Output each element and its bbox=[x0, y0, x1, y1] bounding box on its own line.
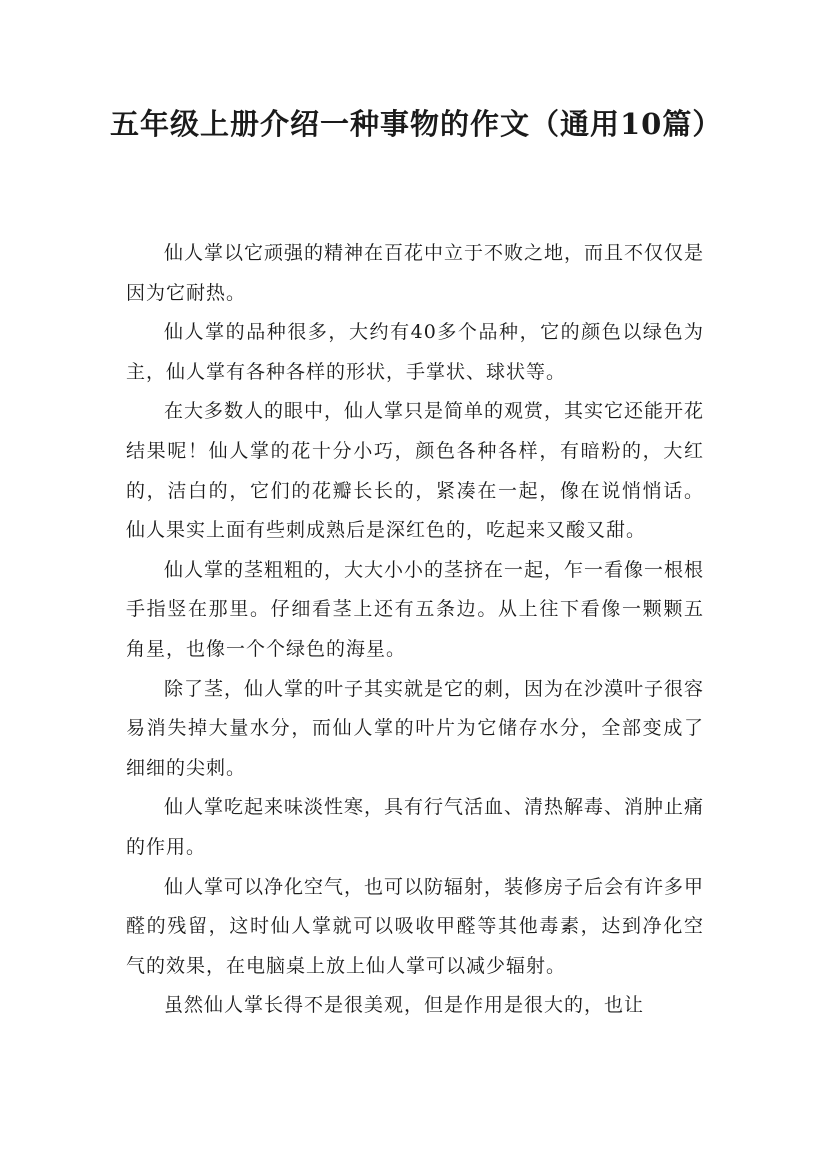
paragraph: 仙人掌以它顽强的精神在百花中立于不败之地，而且不仅仅是因为它耐热。 bbox=[126, 242, 705, 304]
paragraph: 仙人掌的茎粗粗的，大大小小的茎挤在一起，乍一看像一根根手指竖在那里。仔细看茎上还有五条边。从上往下看像一颗颗五角星，也像一个个绿色的海星。 bbox=[126, 558, 705, 660]
document-title: 五年级上册介绍一种事物的作文（通用10篇） bbox=[110, 107, 723, 141]
paragraph: 仙人掌的品种很多，大约有40多个品种，它的颜色以绿色为主，仙人掌有各种各样的形状，手掌状、球状等。 bbox=[126, 321, 704, 383]
paragraph: 虽然仙人掌长得不是很美观，但是作用是很大的，也让 bbox=[164, 994, 645, 1017]
document-body bbox=[126, 234, 704, 1026]
paragraph: 仙人掌可以净化空气，也可以防辐射，装修房子后会有许多甲醛的残留，这时仙人掌就可以吸收甲醛等其他毒素，达到净化空气的效果，在电脑桌上放上仙人掌可以减少辐射。 bbox=[126, 875, 705, 977]
paragraph: 仙人掌吃起来味淡性寒，具有行气活血、清热解毒、消肿止痛的作用。 bbox=[126, 796, 705, 858]
paragraph: 在大多数人的眼中，仙人掌只是简单的观赏，其实它还能开花结果呢！仙人掌的花十分小巧，颜色各种各样，有暗粉的，大红的，洁白的，它们的花瓣长长的，紧凑在一起，像在说悄悄话。仙人果实上面有些刺成熟后是深红色的，吃起来又酸又甜。 bbox=[126, 400, 705, 542]
paragraph: 除了茎，仙人掌的叶子其实就是它的刺，因为在沙漠叶子很容易消失掉大量水分，而仙人掌的叶片为它储存水分，全部变成了细细的尖刺。 bbox=[126, 677, 705, 779]
